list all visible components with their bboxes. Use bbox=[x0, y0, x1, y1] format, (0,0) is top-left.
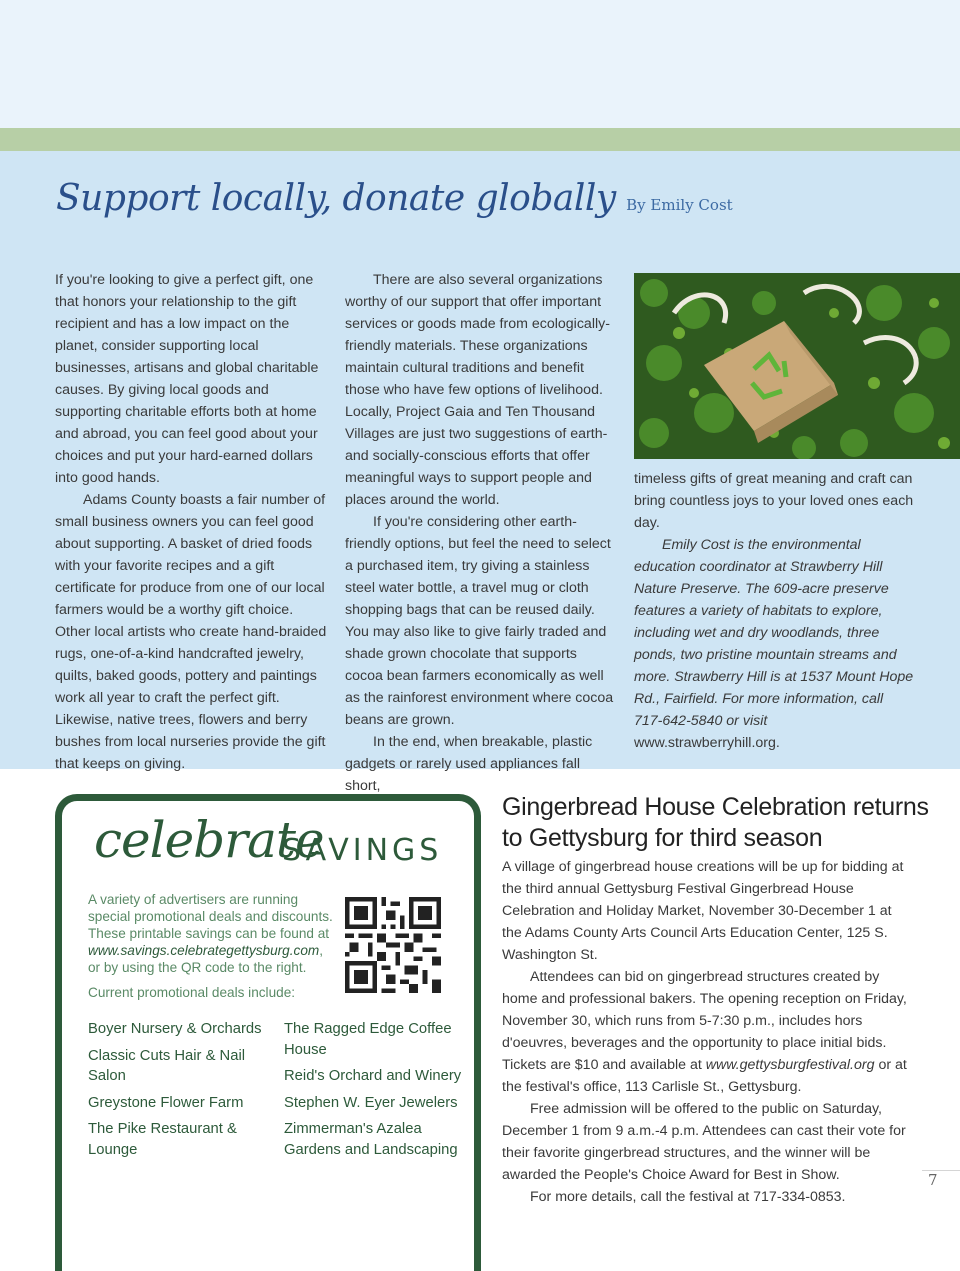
business-item: The Pike Restaurant & Lounge bbox=[88, 1121, 237, 1158]
paragraph: If you're looking to give a perfect gift, one that honors your relationship to the gift recipient and has a low impact on the planet, consider supporting local businesses, artisans and global charitable causes. By giving local goods and supporting charitable efforts both at home and abroad, you can feel good about your choices and put your hard-earned dollars into good hands. bbox=[55, 272, 319, 486]
text: Attendees can bid on gingerbread structures created by home and professional bakers. The opening reception on Friday, November 30, which runs from 5-7:30 p.m., includes hors d'oeuvres, beverages and the opportunity to place initial bids. Tickets are $10 and available at bbox=[502, 969, 907, 1073]
author-bio: Emily Cost is the environmental education coordinator at Strawberry Hill Nature Preserve. The 609-acre preserve features a variety of habitats to explore, including wet and dry woodlands, three ponds, two pristine mountain streams and more. Strawberry Hill is at 1537 Mount Hope Rd., Fairfield. For more information, call 717-642-5840 or visit bbox=[634, 537, 914, 729]
article-column-1 bbox=[55, 269, 330, 775]
business-item: The Ragged Edge Coffee House bbox=[284, 1021, 452, 1058]
intro-text: , or by using the QR code to the right. bbox=[88, 943, 323, 975]
paragraph: There are also several organizations worthy of our support that offer important services or goods made from ecologically-friendly materials. These organizations maintain cultural traditions and benefit those who have few options of livelihood. Locally, Project Gaia and Ten Thousand Villages are just two suggestions of earth- and socially-conscious efforts that offer meaningful ways to support people and places around the world. bbox=[345, 272, 610, 508]
gingerbread-title: Gingerbread House Celebration returns to Gettysburg for third season bbox=[502, 793, 929, 852]
celebrate-savings-box bbox=[55, 794, 481, 1271]
business-list-right bbox=[284, 1019, 469, 1166]
article-byline: By Emily Cost bbox=[626, 196, 733, 214]
business-list-left bbox=[88, 1019, 273, 1166]
celebrate-logo: celebrate bbox=[94, 811, 324, 869]
paragraph bbox=[502, 966, 907, 1098]
intro-text: A variety of advertisers are running special promotional deals and discounts. These printable savings can be found at bbox=[88, 892, 333, 941]
article-header bbox=[56, 178, 733, 219]
gift-box-image bbox=[634, 273, 960, 459]
business-item: Reid's Orchard and Winery bbox=[284, 1068, 462, 1084]
paragraph: For more details, call the festival at 717-334-0853. bbox=[530, 1189, 846, 1205]
business-item: Boyer Nursery & Orchards bbox=[88, 1021, 262, 1037]
paragraph: In the end, when breakable, plastic gadgets or rarely used appliances fall short, bbox=[345, 734, 593, 794]
paragraph: timeless gifts of great meaning and craft can bring countless joys to your loved ones each day. bbox=[634, 471, 914, 531]
qr-code-icon[interactable] bbox=[345, 897, 441, 993]
bio-url[interactable]: www.strawberryhill.org. bbox=[634, 735, 780, 751]
accent-band bbox=[0, 128, 960, 151]
business-item: Greystone Flower Farm bbox=[88, 1094, 244, 1111]
savings-url[interactable]: www.savings.celebrategettysburg.com bbox=[88, 943, 320, 958]
business-item: Classic Cuts Hair & Nail Salon bbox=[88, 1047, 246, 1084]
paragraph: Adams County boasts a fair number of small business owners you can feel good about supporting. A basket of dried foods with your favorite recipes and a gift certificate for produce from one of our local farmers would be a worthy gift choice. Other local artists who create hand-braided rugs, one-of-a-kind handcrafted jewelry, quilts, baked goods, pottery and paintings work all year to craft the perfect gift. Likewise, native trees, flowers and berry bushes from local nurseries provide the gift that keeps on giving. bbox=[55, 492, 327, 772]
gift-box-photo bbox=[634, 273, 960, 459]
business-item: Stephen W. Eyer Jewelers bbox=[284, 1094, 458, 1111]
paragraph: If you're considering other earth-friendly options, but feel the need to select a purchased item, try giving a stainless steel water bottle, a travel mug or cloth shopping bags that can be reused daily. You may also like to give fairly traded and shade grown chocolate that supports cocoa bean farmers economically as well as the rainforest environment where cocoa beans are grown. bbox=[345, 514, 614, 728]
savings-intro bbox=[88, 891, 333, 976]
article-title: Support locally, donate globally bbox=[56, 178, 616, 219]
article-column-3 bbox=[634, 468, 914, 754]
article-column-2 bbox=[345, 269, 617, 797]
savings-logo: SAVINGS bbox=[282, 833, 443, 868]
paragraph: Free admission will be offered to the public on Saturday, December 1 from 9 a.m.-4 p.m. Attendees can cast their vote for their favorite gingerbread structures, and the winner will be awarded the People's Choice Award for Best in Show. bbox=[502, 1101, 906, 1183]
top-band bbox=[0, 0, 960, 128]
text: or at the festival's office, 113 Carlisle St., Gettysburg. bbox=[502, 1057, 907, 1095]
business-item: Zimmerman's Azalea Gardens and Landscaping bbox=[284, 1121, 458, 1158]
paragraph: A village of gingerbread house creations will be up for bidding at the third annual Gettysburg Festival Gingerbread House Celebration and Holiday Market, November 30-December 1 at the Adams County Arts Council Arts Education Center, 125 S. Washington St. bbox=[502, 859, 904, 963]
gingerbread-body bbox=[502, 856, 907, 1208]
festival-url[interactable]: www.gettysburgfestival.org bbox=[705, 1057, 875, 1073]
current-deals-label: Current promotional deals include: bbox=[88, 985, 296, 1000]
page-number: 7 bbox=[928, 1171, 938, 1189]
